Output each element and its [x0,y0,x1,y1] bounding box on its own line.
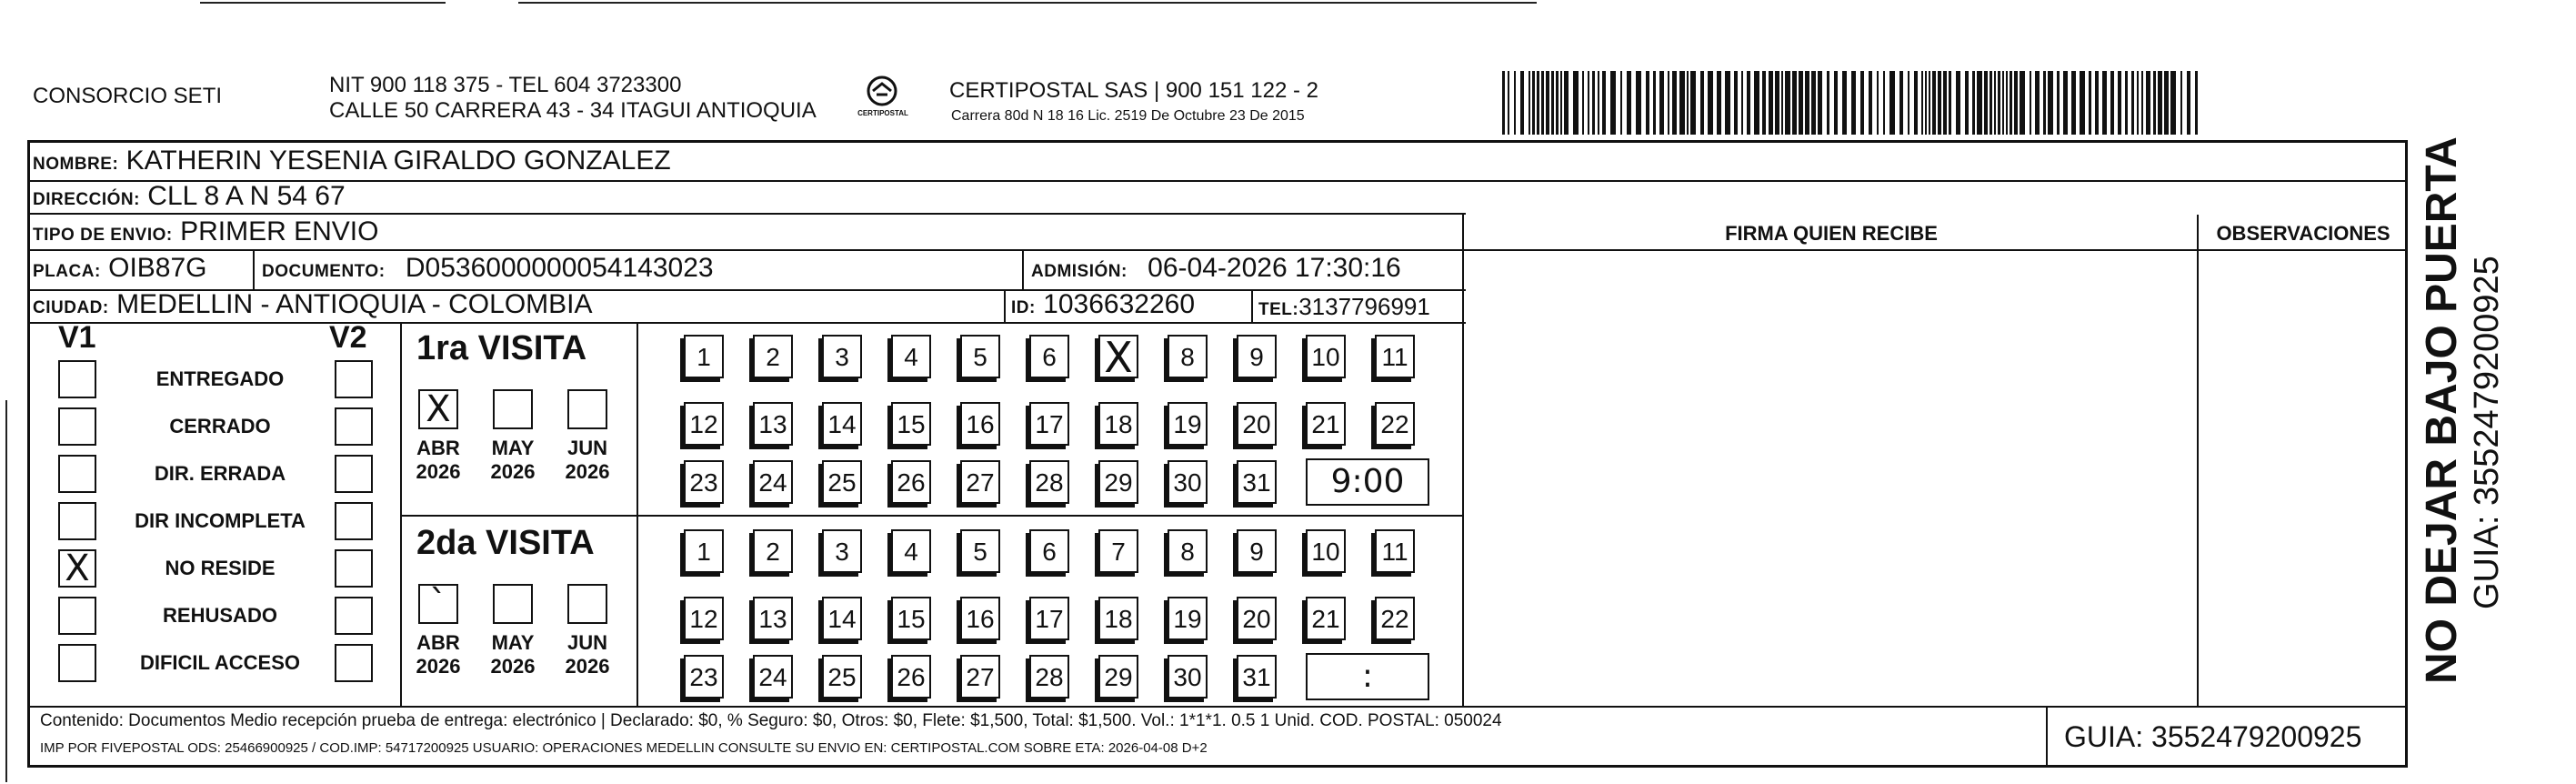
day-box[interactable]: 17 [1029,402,1069,446]
status-col-sep [400,322,402,706]
guia-footer-sep [2046,706,2048,768]
day-box[interactable]: 22 [1375,402,1415,446]
barcode-bar [1754,71,1759,135]
v2-checkbox[interactable] [335,407,373,446]
day-box[interactable]: 26 [891,655,931,699]
barcode-bar [1541,71,1544,135]
barcode-bar [1700,71,1704,135]
footer-contenido: Contenido: Documentos Medio recepción prueba de entrega: electrónico | Declarado: $0, % Seguro: $0, Otros: $0, Flete: $1,500, Total: $1,500. Vol.: 1*1*1. 0.5 1 Unid. COD. POSTAL: 050024 [40,711,1502,730]
nit-line-2: CALLE 50 CARRERA 43 - 34 ITAGUI ANTIOQUIA [329,98,817,123]
barcode-bar [1998,71,2000,135]
status-label: REHUSADO [163,604,277,627]
day-box[interactable]: 10 [1306,529,1346,573]
v1-checkbox[interactable] [58,455,96,493]
barcode-bar [1883,71,1885,135]
day-box[interactable]: 13 [753,597,793,640]
barcode-bar [2014,71,2018,135]
barcode-bar [1508,71,1509,135]
admision-sep [1022,249,1024,289]
side-warning-title: NO DEJAR BAJO PUERTA [2418,136,2466,684]
day-box[interactable]: 26 [891,460,931,504]
nombre-label: NOMBRE: [33,155,119,174]
certipostal-logo [855,73,909,126]
barcode-bar [1834,71,1838,135]
barcode-bar [1560,71,1562,135]
barcode-bar [1537,71,1539,135]
barcode-bar [1514,71,1516,135]
barcode-bar [1925,71,1927,135]
day-box[interactable]: 1 [684,529,724,573]
day-box[interactable]: 1 [684,335,724,378]
barcode-bar [2057,71,2060,135]
barcode-bar [1851,71,1856,135]
ciudad-label: CIUDAD: [33,298,109,317]
logo-text: CERTIPOSTAL [857,109,908,117]
barcode-bar [1668,71,1669,135]
documento-value: D0536000000054143023 [405,253,714,283]
barcode [1500,71,2200,135]
ciudad-value: MEDELLIN - ANTIOQUIA - COLOMBIA [116,289,593,319]
footer-rule [27,706,2408,708]
direccion-value: CLL 8 A N 54 67 [147,181,346,211]
tipo-row [33,216,378,251]
barcode-bar [1551,71,1554,135]
top-rule-right [518,2,1537,4]
day-box[interactable]: 18 [1098,402,1138,446]
barcode-bar [1860,71,1864,135]
tipo-label: TIPO DE ENVIO: [33,226,173,245]
day-box[interactable]: 31 [1237,655,1277,699]
nombre-value: KATHERIN YESENIA GIRALDO GONZALEZ [125,146,671,176]
day-box[interactable]: 25 [822,655,862,699]
barcode-bar [2153,71,2156,135]
v2-checkbox[interactable] [335,360,373,398]
barcode-bar [1921,71,1923,135]
month-checkbox[interactable] [567,389,607,429]
month-label: MAY [491,631,535,654]
months-col-sep [636,322,638,706]
admision-value: 06-04-2026 17:30:16 [1148,253,1401,283]
visit-title: 1ra VISITA [416,329,587,367]
day-box[interactable]: 5 [960,335,1000,378]
month-label: ABR [416,631,460,654]
day-box[interactable]: 25 [822,460,862,504]
barcode-bar [1799,71,1803,135]
status-label: NO RESIDE [165,557,276,579]
barcode-image [1500,71,2200,135]
barcode-bar [2118,71,2121,135]
day-box[interactable]: 24 [753,655,793,699]
barcode-bar [1984,71,1988,135]
logo-mark-icon [855,73,909,126]
id-value: 1036632260 [1043,289,1196,319]
day-box[interactable]: 14 [822,402,862,446]
visit-split-rule [400,515,1462,517]
day-box[interactable]: 11 [1375,529,1415,573]
day-box[interactable]: 10 [1306,335,1346,378]
barcode-bar [1899,71,1903,135]
day-box[interactable]: 9 [1237,335,1277,378]
month-label: JUN [566,437,607,459]
ciudad-cell [33,289,593,324]
placa-value: OIB87G [108,253,207,283]
day-box[interactable]: 23 [684,655,724,699]
barcode-bar [1949,71,1951,135]
barcode-bar [2010,71,2012,135]
tel-value: 3137796991 [1298,293,1430,320]
side-guia: GUIA: 3552479200925 [2468,256,2506,609]
v2-checkbox[interactable] [335,502,373,540]
barcode-bar [1762,71,1766,135]
barcode-bar [1659,71,1664,135]
tel-cell [1258,291,1430,326]
day-box[interactable]: 28 [1029,655,1069,699]
day-mark: X [1104,333,1133,382]
tipo-value: PRIMER ENVIO [180,216,379,246]
top-rule-left [200,2,446,4]
footer-guia: GUIA: 3552479200925 [2064,720,2362,753]
observaciones-header: OBSERVACIONES [2216,222,2391,245]
year-label: 2026 [490,655,536,678]
month-checkbox[interactable] [493,584,533,624]
month-label: MAY [491,437,535,459]
barcode-bar [1805,71,1809,135]
barcode-bar [1914,71,1918,135]
barcode-bar [2030,71,2031,135]
day-box[interactable] [1098,333,1138,382]
barcode-bar [1994,71,1996,135]
barcode-bar [1747,71,1750,135]
barcode-bar [1646,71,1649,135]
barcode-bar [1679,71,1685,135]
barcode-bar [1775,71,1779,135]
month-label: ABR [416,437,460,459]
nombre-row [33,146,671,180]
barcode-bar [1592,71,1595,135]
barcode-bar [2063,71,2068,135]
status-label: CERRADO [169,415,271,437]
day-box[interactable]: 21 [1306,402,1346,446]
barcode-bar [1573,71,1579,135]
status-label: DIR. ERRADA [154,462,286,485]
barcode-bar [1929,71,1930,135]
nit-line-1: NIT 900 118 375 - TEL 604 3723300 [329,73,682,97]
barcode-bar [2110,71,2114,135]
day-box[interactable]: 14 [822,597,862,640]
placa-cell [33,253,207,287]
v1-header: V1 [58,320,96,355]
day-box[interactable]: 11 [1375,335,1415,378]
month-checkbox[interactable]: X [418,389,458,429]
direccion-label: DIRECCIÓN: [33,190,140,209]
barcode-bar [2131,71,2134,135]
barcode-bar [1717,71,1721,135]
barcode-bar [1792,71,1797,135]
id-cell [1011,289,1195,324]
barcode-bar [1672,71,1677,135]
footer-imp-line: IMP POR FIVEPOSTAL ODS: 25466900925 / COD.IMP: 54717200925 USUARIO: OPERACIONES MEDELLIN CONSULTE SU ENVIO EN: CERTIPOSTAL.COM SOBRE ETA: 2026-04-08 D+2 [40,740,1208,756]
barcode-bar [1556,71,1559,135]
barcode-bar [2187,71,2190,135]
day-box[interactable]: 12 [684,402,724,446]
month-checkbox[interactable] [567,584,607,624]
barcode-bar [2080,71,2085,135]
day-box[interactable]: 6 [1029,335,1069,378]
day-box[interactable]: 19 [1168,597,1208,640]
barcode-bar [2102,71,2107,135]
v2-checkbox[interactable] [335,597,373,635]
firma-col-left [1462,215,1464,706]
year-label: 2026 [565,460,610,483]
tel-sep [1251,289,1253,322]
id-label: ID: [1011,298,1036,317]
month-checkbox[interactable]: ` [418,584,458,624]
day-box[interactable]: 3 [822,529,862,573]
barcode-bar [1977,71,1982,135]
day-box[interactable]: 2 [753,335,793,378]
documento-label: DOCUMENTO: [262,262,386,281]
day-box[interactable]: 15 [891,597,931,640]
status-label: DIFICIL ACCESO [139,651,300,674]
barcode-bar [1532,71,1535,135]
tel-label: TEL: [1258,300,1299,319]
day-box[interactable]: 24 [753,460,793,504]
day-box[interactable]: 29 [1098,655,1138,699]
barcode-bar [1708,71,1713,135]
year-label: 2026 [490,460,536,483]
placa-sep [253,249,255,289]
admision-label: ADMISIÓN: [1031,262,1128,281]
year-label: 2026 [416,460,461,483]
day-box[interactable]: 19 [1168,402,1208,446]
barcode-bar [1687,71,1689,135]
day-box[interactable]: 27 [960,655,1000,699]
barcode-bar [1546,71,1549,135]
barcode-bar [1972,71,1975,135]
v1-checkbox[interactable] [58,407,96,446]
v2-checkbox[interactable] [335,455,373,493]
barcode-bar [1564,71,1569,135]
barcode-bar [1653,71,1656,135]
row-rule-3 [27,249,2408,251]
v2-header: V2 [329,320,367,355]
barcode-bar [2137,71,2139,135]
barcode-bar [2095,71,2099,135]
day-box[interactable]: 8 [1168,529,1208,573]
day-box[interactable]: 20 [1237,402,1277,446]
barcode-bar [2170,71,2176,135]
day-box[interactable]: 20 [1237,597,1277,640]
day-box[interactable]: 23 [684,460,724,504]
obs-col-left [2197,215,2199,706]
barcode-bar [1529,71,1530,135]
day-box[interactable]: 29 [1098,460,1138,504]
visit-title: 2da VISITA [416,524,595,562]
barcode-bar [1502,71,1505,135]
v2-checkbox[interactable] [335,644,373,682]
barcode-bar [2146,71,2150,135]
barcode-bar [1602,71,1606,135]
barcode-bar [1725,71,1730,135]
v1-checkbox[interactable] [58,644,96,682]
barcode-bar [1734,71,1738,135]
barcode-bar [1889,71,1895,135]
documento-cell [262,253,714,287]
barcode-bar [1588,71,1589,135]
barcode-bar [1818,71,1822,135]
barcode-bar [2048,71,2053,135]
status-label: ENTREGADO [155,367,285,390]
barcode-bar [2035,71,2040,135]
barcode-bar [2002,71,2004,135]
barcode-bar [2043,71,2046,135]
status-label: DIR INCOMPLETA [135,509,306,532]
day-box[interactable]: 15 [891,402,931,446]
id-sep [1004,289,1006,322]
year-label: 2026 [416,655,461,678]
day-box[interactable]: 28 [1029,460,1069,504]
day-box[interactable]: 6 [1029,529,1069,573]
placa-label: PLACA: [33,262,101,281]
barcode-bar [2158,71,2162,135]
year-label: 2026 [565,655,610,678]
day-box[interactable]: 30 [1168,460,1208,504]
barcode-bar [1520,71,1524,135]
month-checkbox[interactable] [493,389,533,429]
day-box[interactable]: 7 [1098,529,1138,573]
barcode-bar [1908,71,1909,135]
barcode-bar [2164,71,2169,135]
barcode-bar [2071,71,2076,135]
v1-checkbox[interactable] [58,502,96,540]
day-box[interactable]: 27 [960,460,1000,504]
barcode-bar [2195,71,2198,135]
barcode-bar [1965,71,1969,135]
day-box[interactable]: 13 [753,402,793,446]
company-name: CONSORCIO SETI [33,84,223,108]
barcode-bar [2006,71,2008,135]
day-box[interactable]: 16 [960,402,1000,446]
day-box[interactable]: 8 [1168,335,1208,378]
day-box[interactable]: 30 [1168,655,1208,699]
v1-checkbox[interactable] [58,597,96,635]
barcode-bar [1956,71,1960,135]
day-box[interactable]: 21 [1306,597,1346,640]
day-box[interactable]: 31 [1237,460,1277,504]
barcode-bar [1932,71,1936,135]
time-box[interactable]: 9:00 [1306,458,1429,506]
barcode-bar [1811,71,1816,135]
barcode-bar [2180,71,2182,135]
day-box[interactable]: 12 [684,597,724,640]
barcode-bar [1627,71,1631,135]
barcode-bar [1938,71,1941,135]
barcode-bar [1877,71,1879,135]
day-box[interactable]: 18 [1098,597,1138,640]
barcode-bar [1598,71,1599,135]
barcode-bar [1785,71,1790,135]
barcode-bar [2020,71,2025,135]
carrier-line-1: CERTIPOSTAL SAS | 900 151 122 - 2 [949,78,1318,103]
barcode-bar [1943,71,1947,135]
barcode-bar [1827,71,1829,135]
barcode-bar [1781,71,1783,135]
day-box[interactable]: 4 [891,335,931,378]
v2-checkbox[interactable] [335,549,373,588]
barcode-bar [1582,71,1584,135]
day-box[interactable]: 9 [1237,529,1277,573]
v1-checkbox[interactable]: X [58,549,96,588]
barcode-bar [1610,71,1616,135]
month-label: JUN [566,631,607,654]
barcode-bar [1741,71,1743,135]
day-box[interactable]: 2 [753,529,793,573]
day-box[interactable]: 4 [891,529,931,573]
barcode-bar [1690,71,1696,135]
v1-checkbox[interactable] [58,360,96,398]
row-rule-1 [27,180,2408,182]
barcode-bar [2125,71,2128,135]
barcode-bar [1769,71,1773,135]
day-box[interactable]: 17 [1029,597,1069,640]
carrier-line-2: Carrera 80d N 18 16 Lic. 2519 De Octubre 23 De 2015 [951,108,1305,124]
barcode-bar [2089,71,2091,135]
admision-cell [1031,253,1401,287]
direccion-row [33,181,346,216]
day-box[interactable]: 5 [960,529,1000,573]
firma-header: FIRMA QUIEN RECIBE [1725,222,1938,245]
day-box[interactable]: 3 [822,335,862,378]
barcode-bar [1869,71,1872,135]
barcode-bar [1636,71,1641,135]
barcode-bar [1990,71,1992,135]
day-box[interactable]: 16 [960,597,1000,640]
barcode-bar [2141,71,2143,135]
margin-tick-left [5,400,7,782]
barcode-bar [1620,71,1622,135]
time-box[interactable]: : [1306,653,1429,700]
barcode-bar [1842,71,1847,135]
day-box[interactable]: 22 [1375,597,1415,640]
